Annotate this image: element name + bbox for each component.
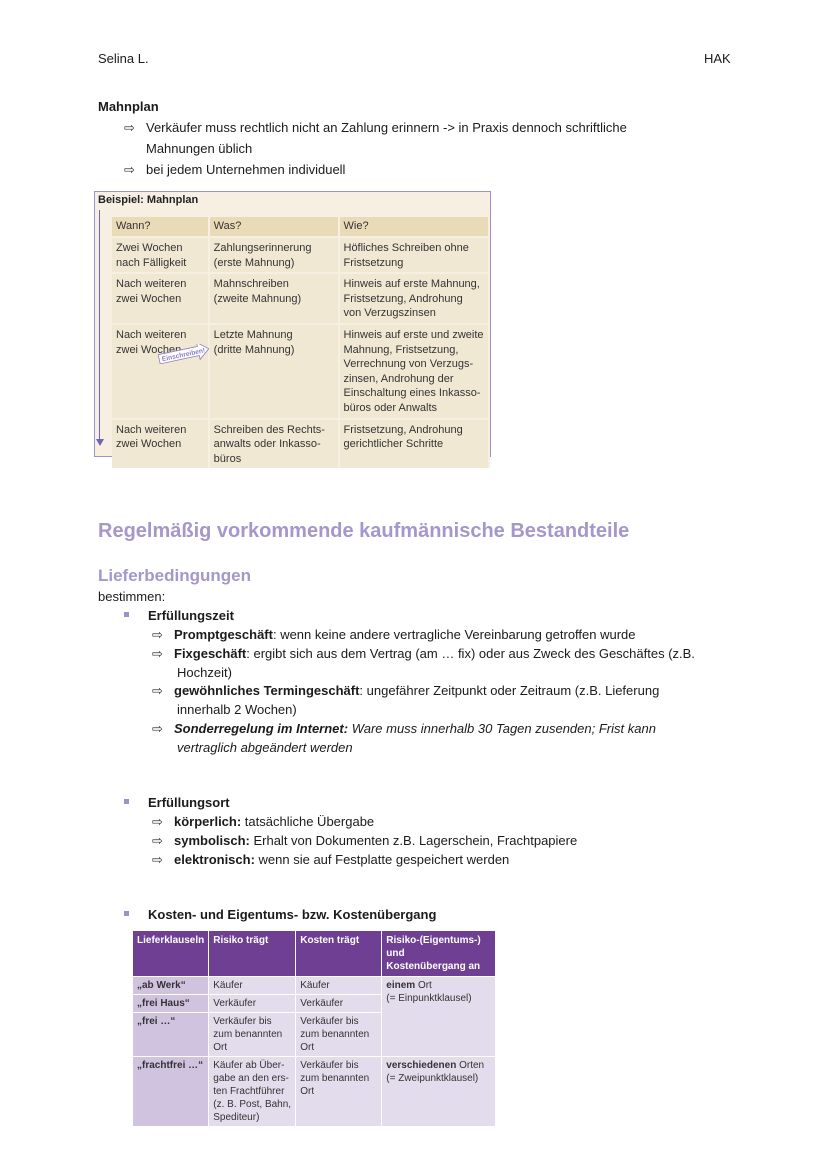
col-wie: Wie?: [339, 217, 490, 237]
list-item: ⇨ körperlich: tatsächliche Übergabe: [152, 814, 375, 829]
table-row: Zwei Wochen nach Fälligkeit Zahlungserinnerung (erste Mahnung) Höfliches Schreiben ohne Fristsetzung: [112, 237, 489, 273]
arrow-icon: ⇨: [152, 646, 163, 661]
kosten-title: Kosten- und Eigentums- bzw. Kostenübergang: [148, 907, 437, 922]
arrow-icon: ⇨: [152, 683, 163, 698]
bullet-icon: [124, 911, 129, 916]
col-lieferklauseln: Lieferklauseln: [133, 931, 209, 977]
bullet-icon: [124, 799, 129, 804]
arrow-icon: ⇨: [152, 627, 163, 642]
bullet-icon: [124, 612, 129, 617]
erfuellungsort-title: Erfüllungsort: [148, 795, 230, 810]
mahnplan-table: [112, 217, 490, 468]
einschreiben-label: Einschreiben!: [161, 347, 206, 364]
arrow-icon: ⇨: [152, 833, 163, 848]
author-name: Selina L.: [98, 51, 149, 66]
timeline-arrow-icon: [96, 439, 104, 446]
list-item: ⇨ gewöhnliches Termingeschäft: ungefährer Zeitpunkt oder Zeitraum (z.B. Lieferung: [152, 683, 660, 698]
table-row: Nach weiteren zwei Wochen Schreiben des Rechts- anwalts oder Inkasso- büros Fristsetzung, Androhung gerichtlicher Schritte: [112, 419, 489, 469]
col-uebergang: Risiko-(Eigentums-) und Kostenübergang an: [382, 931, 496, 977]
lieferklauseln-table: [133, 931, 496, 1126]
school-name: HAK: [704, 51, 731, 66]
list-item: ⇨ Sonderregelung im Internet: Ware muss innerhalb 30 Tagen zusenden; Frist kann: [152, 721, 656, 736]
intro-text: bestimmen:: [98, 589, 166, 604]
table-row: Nach weiteren zwei Wochen Mahnschreiben (zweite Mahnung) Hinweis auf erste Mahnung, Fristsetzung, Androhung von Verzugszinsen: [112, 273, 489, 324]
mahnplan-title: Mahnplan: [98, 99, 159, 114]
table-row: „ab Werk“ Käufer Käufer einem Ort (= Einpunktklausel): [133, 977, 496, 995]
beispiel-title: Beispiel: Mahnplan: [98, 194, 199, 206]
erfuellungszeit-title: Erfüllungszeit: [148, 608, 234, 623]
beispiel-mahnplan-box: [94, 191, 491, 465]
section-heading: Regelmäßig vorkommende kaufmännische Bestandteile: [98, 520, 630, 542]
list-item: ⇨ Promptgeschäft: wenn keine andere vertragliche Vereinbarung getroffen wurde: [152, 627, 636, 642]
col-was: Was?: [209, 217, 339, 237]
list-item-cont: innerhalb 2 Wochen): [177, 702, 297, 717]
list-item-cont: Hochzeit): [177, 665, 232, 680]
arrow-icon: ⇨: [124, 120, 135, 135]
col-kosten: Kosten trägt: [296, 931, 382, 977]
arrow-icon: ⇨: [152, 721, 163, 736]
table-row: Nach weiteren zwei Wochen Letzte Mahnung (dritte Mahnung) Hinweis auf erste und zweite Mahnung, Fristsetzung, Verrechnung von Verzugs- zinsen, Androhung der Einschaltung eines Inkasso- büros oder Anwalts: [112, 324, 489, 419]
einschreiben-arrow: [144, 344, 224, 364]
list-item: ⇨ Fixgeschäft: ergibt sich aus dem Vertrag (am … fix) oder aus Zweck des Geschäftes (z.B.: [152, 646, 695, 661]
list-item: ⇨ symbolisch: Erhalt von Dokumenten z.B. Lagerschein, Frachtpapiere: [152, 833, 578, 848]
col-wann: Wann?: [112, 217, 209, 237]
arrow-icon: ⇨: [152, 852, 163, 867]
section-subheading: Lieferbedingungen: [98, 566, 251, 585]
list-item: ⇨ elektronisch: wenn sie auf Festplatte gespeichert werden: [152, 852, 510, 867]
mahnplan-point-1: ⇨ Verkäufer muss rechtlich nicht an Zahlung erinnern -> in Praxis dennoch schriftliche: [124, 120, 627, 135]
table-row: „frei Haus“ Verkäufer Verkäufer: [133, 995, 496, 1013]
col-risiko: Risiko trägt: [209, 931, 296, 977]
table-row: „frei …“ Verkäufer bis zum benannten Ort Verkäufer bis zum benannten Ort: [133, 1013, 496, 1057]
arrow-icon: ⇨: [124, 162, 135, 177]
mahnplan-point-1-cont: Mahnungen üblich: [146, 141, 253, 156]
mahnplan-point-2: ⇨ bei jedem Unternehmen individuell: [124, 162, 346, 177]
arrow-icon: ⇨: [152, 814, 163, 829]
timeline-line: [99, 210, 100, 440]
list-item-cont: vertraglich abgeändert werden: [177, 740, 353, 755]
table-row: „frachtfrei …“ Käufer ab Über- gabe an den ers- ten Frachtführer (z. B. Post, Bahn, Spediteur) Verkäufer bis zum benannten Ort verschiedenen Orten (= Zweipunktklausel): [133, 1057, 496, 1127]
